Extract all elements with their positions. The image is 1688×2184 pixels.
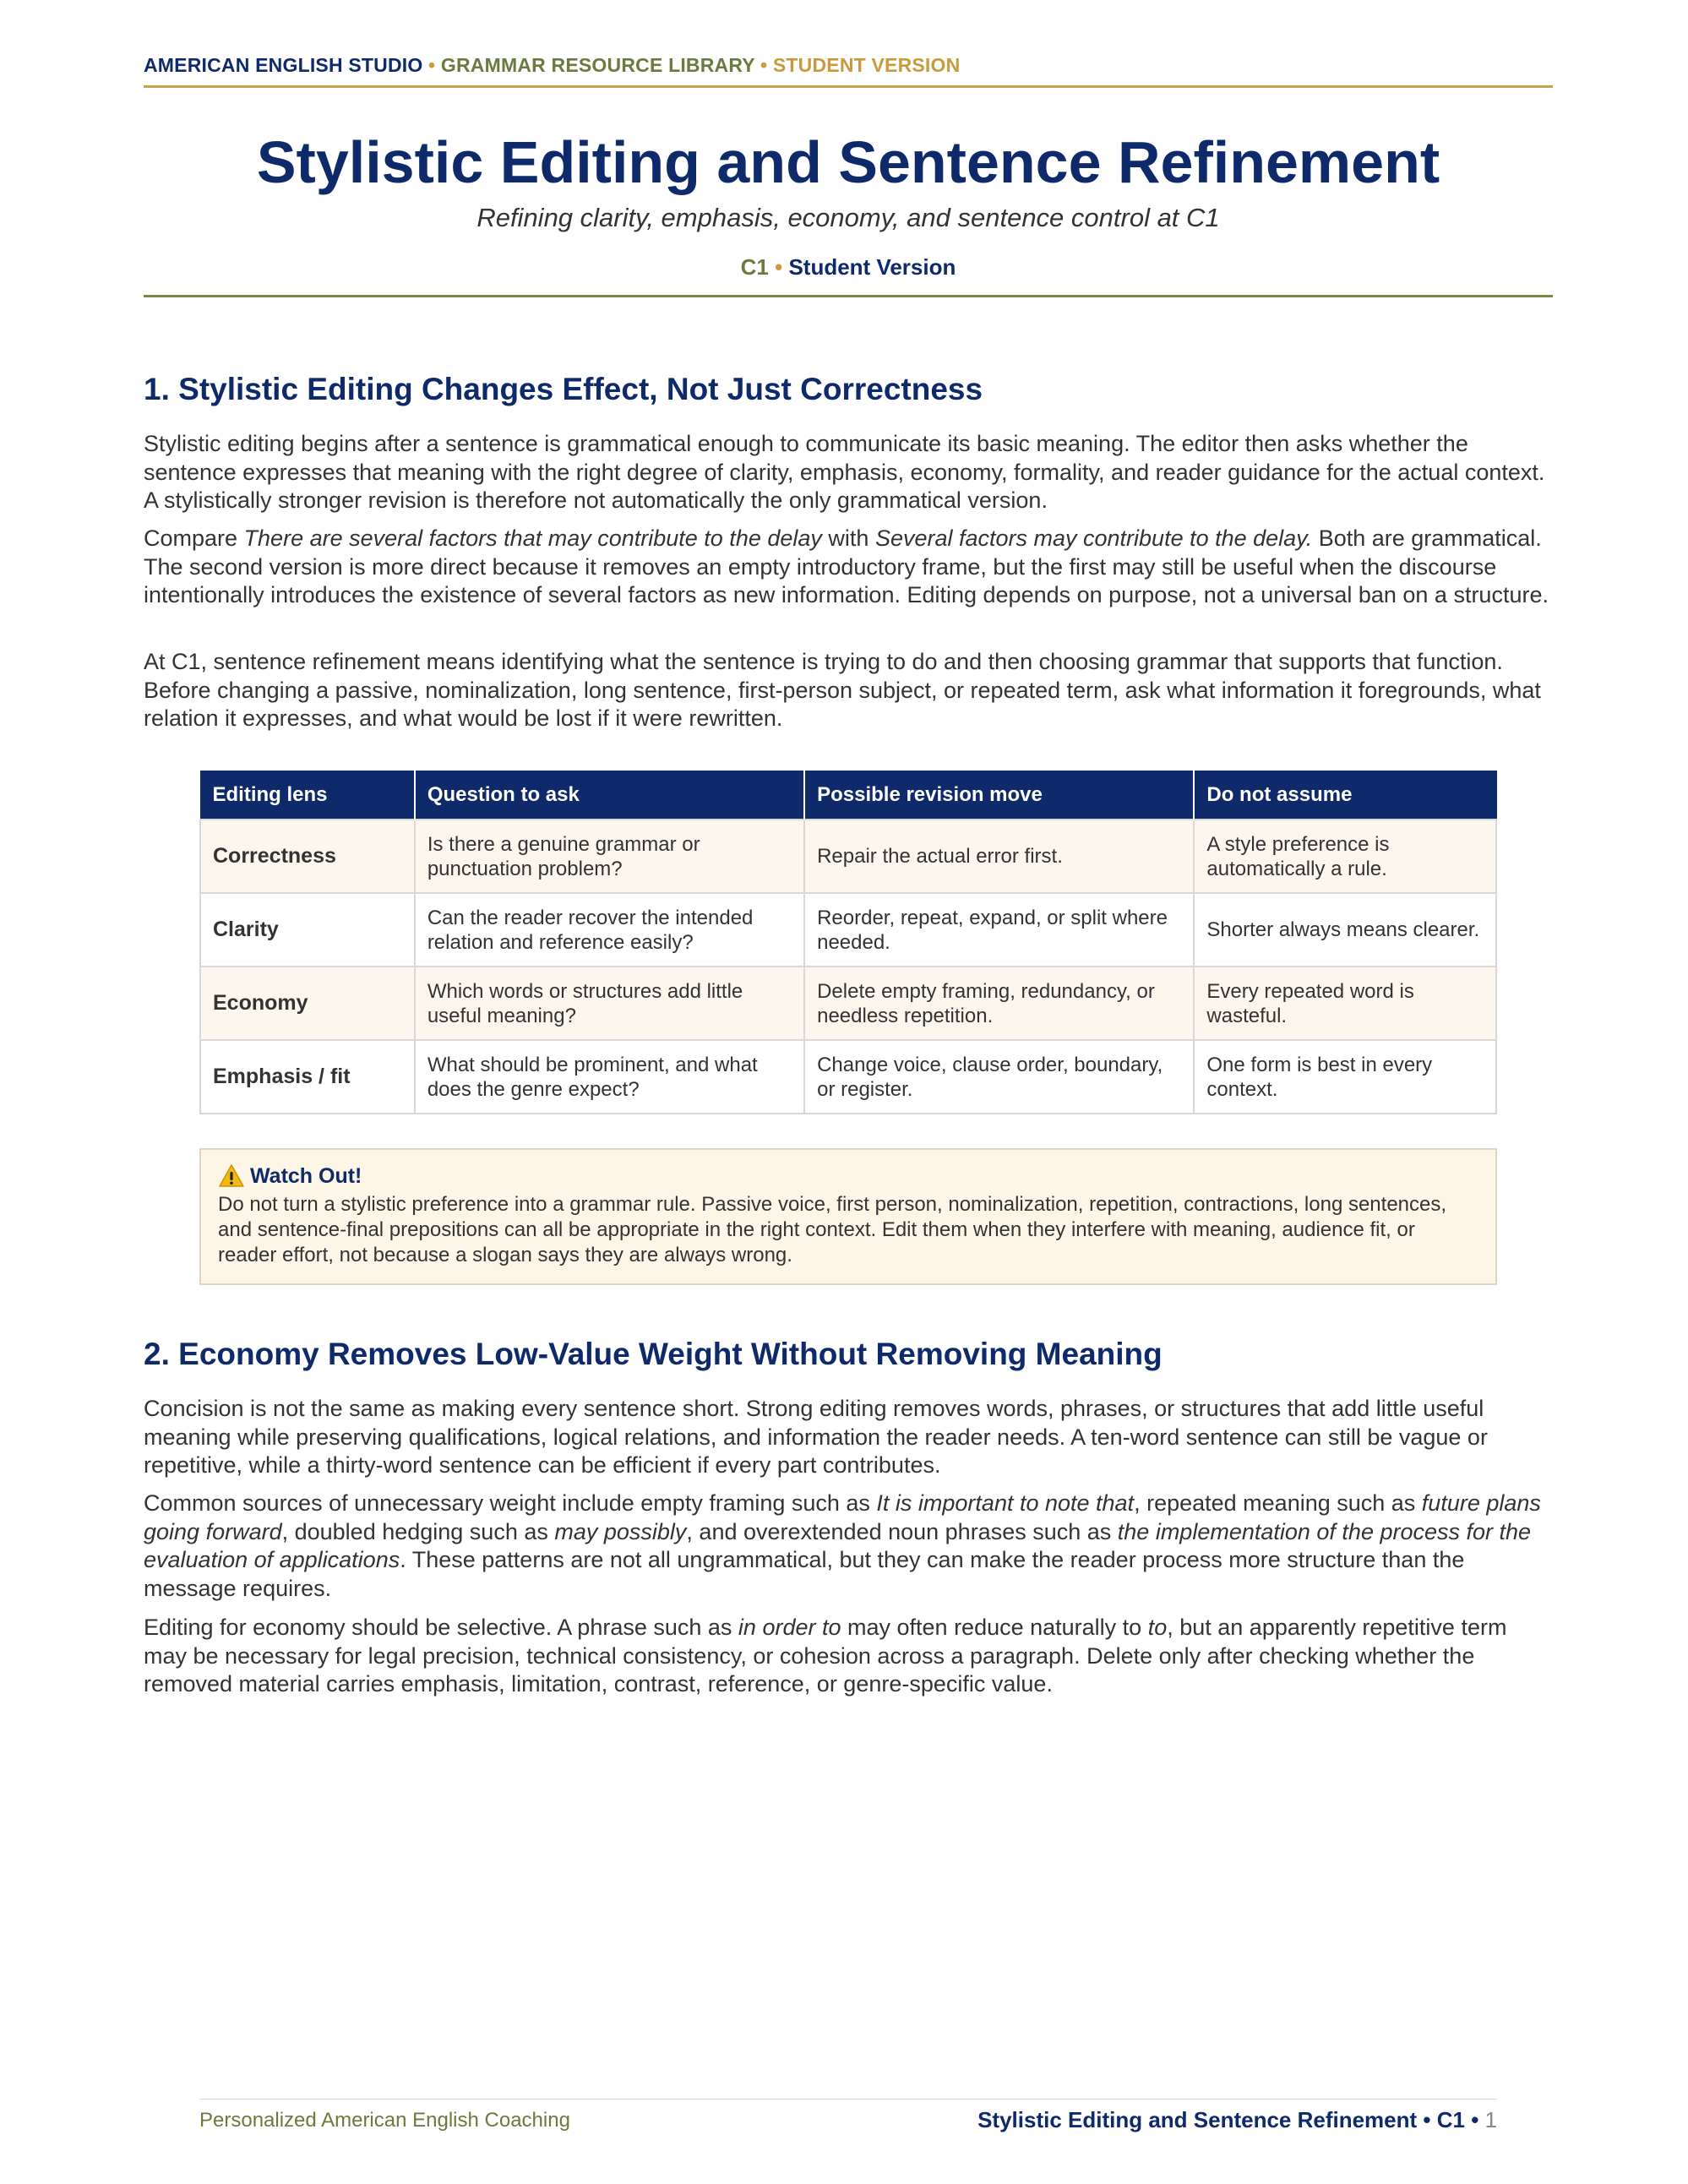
table-cell: Emphasis / fit (200, 1040, 415, 1114)
page-subtitle: Refining clarity, emphasis, economy, and sentence control at C1 (476, 203, 1220, 232)
table-cell: Correctness (200, 820, 415, 893)
level-label: Student Version (788, 254, 956, 280)
table-cell: Which words or structures add little useful meaning? (415, 967, 804, 1040)
title-divider (144, 295, 1553, 297)
section-1-paragraph-2: Compare There are several factors that may contribute to the delay with Several factors may contribute to the delay. Both are grammatical. The second version is more direct because it removes an empty introductory frame, but the first may still be useful when the discourse intentionally introduces the existence of several factors as new information. Editing depends on purpose, not a universal ban on a structure. (144, 526, 1549, 607)
table-row (200, 820, 1496, 893)
table-cell: Every repeated word is wasteful. (1194, 967, 1496, 1040)
header-strip (144, 54, 1553, 77)
callout-body: Do not turn a stylistic preference into a grammar rule. Passive voice, first person, nominalization, repetition, contractions, long sentences, and sentence-final prepositions can all be appropriate in the right context. Edit them when they interfere with meaning, audience fit, or reader effort, not because a slogan says they are always wrong. (218, 1193, 1447, 1266)
section-1-paragraph-1: Stylistic editing begins after a sentence is grammatical enough to communicate its basic meaning. The editor then asks whether the sentence expresses that meaning with the right degree of clarity, emphasis, economy, formality, and reader guidance for the actual context. A stylistically stronger revision is therefore not automatically the only grammatical version. (144, 431, 1545, 513)
table-cell: One form is best in every context. (1194, 1040, 1496, 1114)
column-header: Possible revision move (804, 771, 1194, 820)
footer-right (977, 2107, 1497, 2133)
header-separator: • (760, 54, 768, 76)
footer-divider (199, 2099, 1497, 2100)
page-title: Stylistic Editing and Sentence Refinement (256, 129, 1440, 195)
column-header: Question to ask (415, 771, 804, 820)
section-2-heading: 2. Economy Removes Low-Value Weight Without Removing Meaning (144, 1337, 1163, 1371)
table-cell: Reorder, repeat, expand, or split where needed. (804, 893, 1194, 967)
table-cell: Is there a genuine grammar or punctuation problem? (415, 820, 804, 893)
level-code: C1 (740, 254, 769, 280)
table-cell: Change voice, clause order, boundary, or register. (804, 1040, 1194, 1114)
page-number: 1 (1484, 2107, 1497, 2132)
level-separator: • (775, 254, 783, 280)
level-line (144, 254, 1553, 280)
section-2-paragraph-1: Concision is not the same as making every sentence short. Strong editing removes words, phrases, or structures that add little useful meaning while preserving qualifications, logical relations, and information the reader needs. A ten-word sentence can still be vague or repetitive, while a thirty-word sentence can be efficient if every part contributes. (144, 1396, 1488, 1478)
table-cell: What should be prominent, and what does the genre expect? (415, 1040, 804, 1114)
header-brand: AMERICAN ENGLISH STUDIO (144, 54, 423, 76)
column-header: Editing lens (200, 771, 415, 820)
section-2-paragraph-3: Editing for economy should be selective. A phrase such as in order to may often reduce naturally to to, but an apparently repetitive term may be necessary for legal precision, technical consistency, or cohesion across a paragraph. Delete only after checking whether the removed material carries emphasis, limitation, contrast, reference, or genre-specific value. (144, 1615, 1507, 1697)
table-row (200, 1040, 1496, 1114)
table-row (200, 893, 1496, 967)
table-cell: Delete empty framing, redundancy, or needless repetition. (804, 967, 1194, 1040)
warning-icon (218, 1163, 245, 1189)
editing-lens-table (199, 771, 1497, 1114)
section-2-paragraph-2: Common sources of unnecessary weight include empty framing such as It is important to note that, repeated meaning such as future plans going forward, doubled hedging such as may possibly, and overextended noun phrases such as the implementation of the process for the evaluation of applications. These patterns are not all ungrammatical, but they can make the reader process more structure than the message requires. (144, 1490, 1541, 1601)
header-library: GRAMMAR RESOURCE LIBRARY (440, 54, 755, 76)
table-cell: Clarity (200, 893, 415, 967)
footer-doc-title: Stylistic Editing and Sentence Refinement • C1 • (977, 2107, 1479, 2132)
table-header-row (200, 771, 1496, 820)
table-cell: Repair the actual error first. (804, 820, 1194, 893)
watch-out-callout (199, 1148, 1497, 1285)
table-cell: Economy (200, 967, 415, 1040)
header-divider (144, 85, 1553, 88)
table-row (200, 967, 1496, 1040)
callout-title-text: Watch Out! (250, 1163, 362, 1188)
header-separator: • (428, 54, 436, 76)
section-1-heading: 1. Stylistic Editing Changes Effect, Not Just Correctness (144, 372, 983, 406)
table-cell: A style preference is automatically a rule. (1194, 820, 1496, 893)
table-cell: Can the reader recover the intended relation and reference easily? (415, 893, 804, 967)
section-1-paragraph-3: At C1, sentence refinement means identifying what the sentence is trying to do and then choosing grammar that supports that function. Before changing a passive, nominalization, long sentence, first-person subject, or repeated term, ask what information it foregrounds, what relation it expresses, and what would be lost if it were rewritten. (144, 649, 1541, 731)
column-header: Do not assume (1194, 771, 1496, 820)
footer-left-text: Personalized American English Coaching (199, 2109, 570, 2132)
table-cell: Shorter always means clearer. (1194, 893, 1496, 967)
callout-title (218, 1163, 1478, 1189)
header-version: STUDENT VERSION (772, 54, 961, 76)
